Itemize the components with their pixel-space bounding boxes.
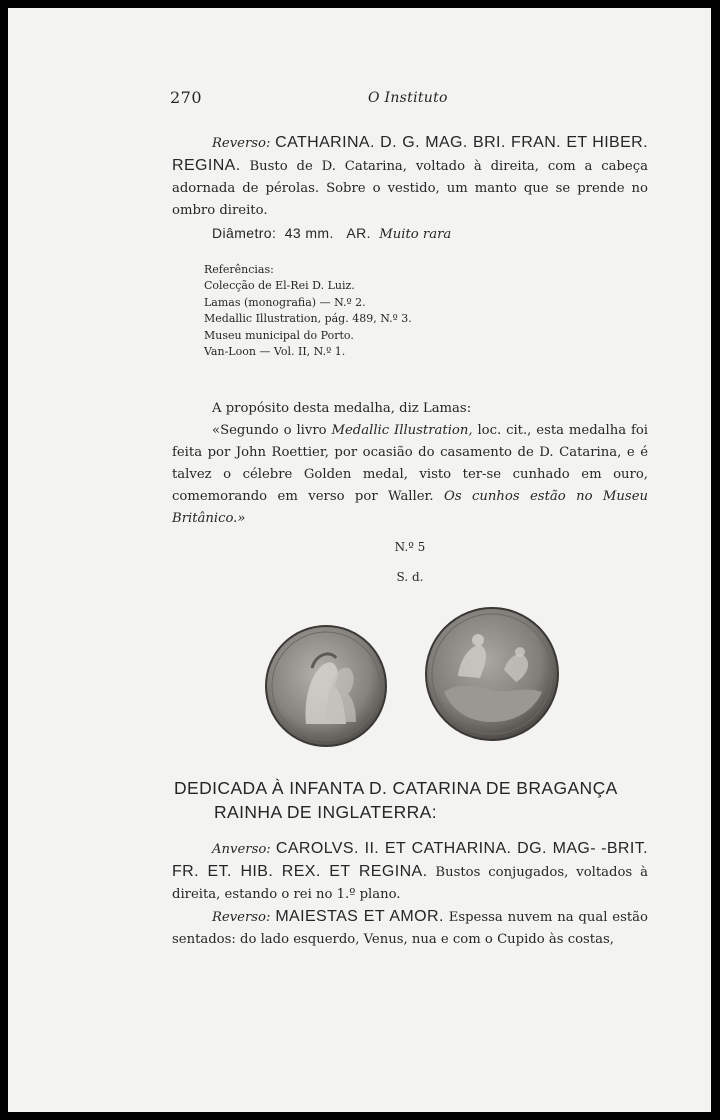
reference-item: Van-Loon — Vol. II, N.º 1.	[204, 345, 346, 359]
quote	[172, 398, 648, 530]
medal-reverse-image	[424, 606, 560, 742]
anverso-label: Anverso:	[212, 842, 271, 857]
quote-book: Medallic Illustration,	[331, 423, 473, 438]
reverso-label: Reverso:	[212, 136, 271, 151]
quote-before: «Segundo o livro	[212, 423, 327, 438]
diameter-value: 43 mm.	[284, 225, 334, 241]
reference-item: Medallic Illustration, pág. 489, N.º 3.	[204, 312, 412, 326]
reverso2-legend: MAIESTAS ET AMOR.	[275, 908, 444, 925]
references-title: Referências:	[204, 263, 274, 276]
reverso-description	[172, 132, 648, 222]
page-number: 270	[170, 88, 203, 107]
reverso2-label: Reverso:	[212, 910, 271, 925]
medal-plate	[258, 606, 558, 752]
headline-line-1: DEDICADA À INFANTA D. CATARINA DE BRAGANÇA	[174, 778, 618, 798]
anverso-legend-b: -BRIT. FR. ET. HIB. REX. ET REGINA.	[172, 840, 648, 880]
quote-after: loc. cit., esta medalha foi feita por John Roettier, por ocasião do casamento de D. Catarina, e é talvez o célebre Golden medal, visto ter-se cunhado em ouro, comemorando em verso por Waller.	[172, 423, 649, 504]
reference-item: Colecção de El-Rei D. Luiz.	[204, 279, 355, 293]
reference-item: Museu municipal do Porto.	[204, 328, 354, 342]
references	[204, 262, 604, 360]
headline-line-2: RAINHA DE INGLATERRA:	[214, 802, 437, 822]
quote-end: Os cunhos estão no Museu Britânico.»	[172, 489, 648, 526]
reverso-legend-b: HIBER. REGINA.	[172, 134, 648, 174]
reference-item: Lamas (monografia) — N.º 2.	[204, 295, 366, 309]
anverso-legend-a: CAROLVS. II. ET CATHARINA. DG. MAG-	[275, 840, 596, 857]
dedication-headline	[174, 776, 654, 824]
diameter-label: Diâmetro:	[212, 225, 277, 241]
plate-date: S. d.	[396, 570, 424, 584]
reverso2-text: Espessa nuvem na qual estão sentados: do lado esquerdo, Venus, nua e com o Cupido às costas,	[172, 910, 648, 947]
running-title: O Instituto	[368, 90, 448, 106]
reverso-legend-a: CATHARINA. D. G. MAG. BRI. FRAN. ET	[275, 134, 588, 151]
reverso-text: Busto de D. Catarina, voltado à direita, com a cabeça adornada de pérolas. Sobre o vestido, um manto que se prende no ombro direito.	[172, 159, 648, 218]
page-header	[8, 88, 711, 110]
medal-obverse-image	[264, 624, 388, 748]
anverso-text: Bustos conjugados, voltados à direita, estando o rei no 1.º plano.	[172, 865, 648, 902]
diameter-line	[172, 222, 648, 246]
plate-number: N.º 5	[394, 540, 426, 554]
quote-intro: A propósito desta medalha, diz Lamas:	[212, 401, 472, 416]
metal: AR.	[346, 225, 371, 241]
anverso-description	[172, 838, 648, 951]
book-page	[8, 8, 711, 1112]
rarity: Muito rara	[379, 227, 452, 242]
